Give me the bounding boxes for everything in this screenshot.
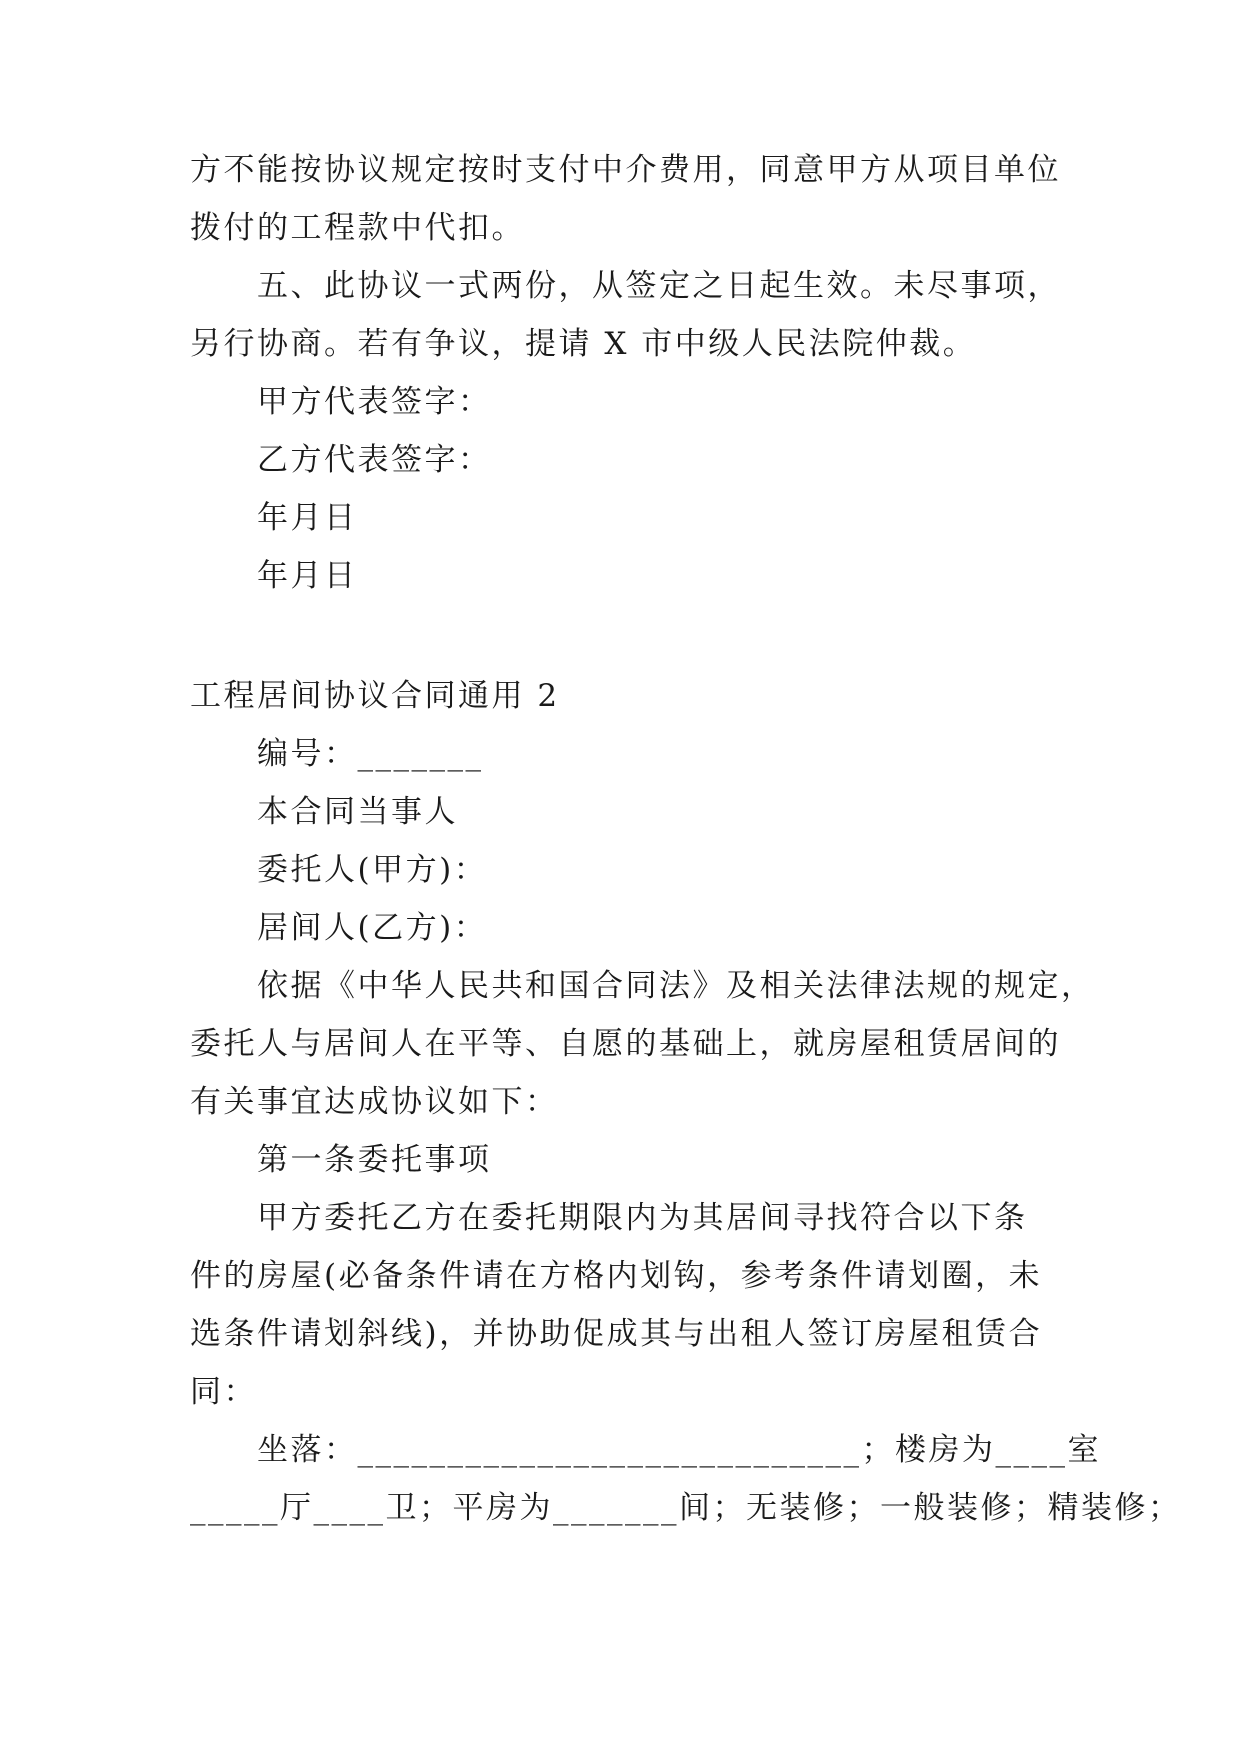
signature-line-party-b: 乙方代表签字： [257, 442, 492, 478]
paragraph-line: 拨付的工程款中代扣。 [190, 210, 525, 246]
paragraph-line: 甲方委托乙方在委托期限内为其居间寻找符合以下条 [257, 1200, 1028, 1236]
paragraph-line: 五、此协议一式两份，从签定之日起生效。未尽事项， [257, 268, 1061, 304]
paragraph-line: 另行协商。若有争议，提请 X 市中级人民法院仲裁。 [190, 326, 977, 362]
date-line: 年月日 [257, 558, 358, 594]
paragraph-line: 有关事宜达成协议如下： [190, 1084, 559, 1120]
paragraph-line: 选条件请划斜线)，并协助促成其与出租人签订房屋租赁合 [190, 1316, 1043, 1352]
location-line: 坐落：____________________________；楼房为____室 [257, 1432, 1101, 1468]
paragraph-line: 方不能按协议规定按时支付中介费用，同意甲方从项目单位 [190, 152, 1061, 188]
date-line: 年月日 [257, 500, 358, 536]
party-a-line: 委托人(甲方)： [257, 852, 488, 888]
paragraph-line: 同： [190, 1374, 257, 1410]
paragraph-line: 委托人与居间人在平等、自愿的基础上，就房屋租赁居间的 [190, 1026, 1061, 1062]
parties-heading: 本合同当事人 [257, 794, 458, 830]
paragraph-line: 件的房屋(必备条件请在方格内划钩，参考条件请划圈，未 [190, 1258, 1043, 1294]
article-heading: 第一条委托事项 [257, 1142, 492, 1178]
paragraph-line: 依据《中华人民共和国合同法》及相关法律法规的规定， [257, 968, 1095, 1004]
room-spec-line: _____厅____卫；平房为_______间；无装修；一般装修；精装修； [190, 1490, 1182, 1526]
signature-line-party-a: 甲方代表签字： [257, 384, 492, 420]
party-b-line: 居间人(乙方)： [257, 910, 488, 946]
contract-number: 编号：_______ [257, 736, 484, 772]
section-title: 工程居间协议合同通用 2 [190, 678, 560, 714]
